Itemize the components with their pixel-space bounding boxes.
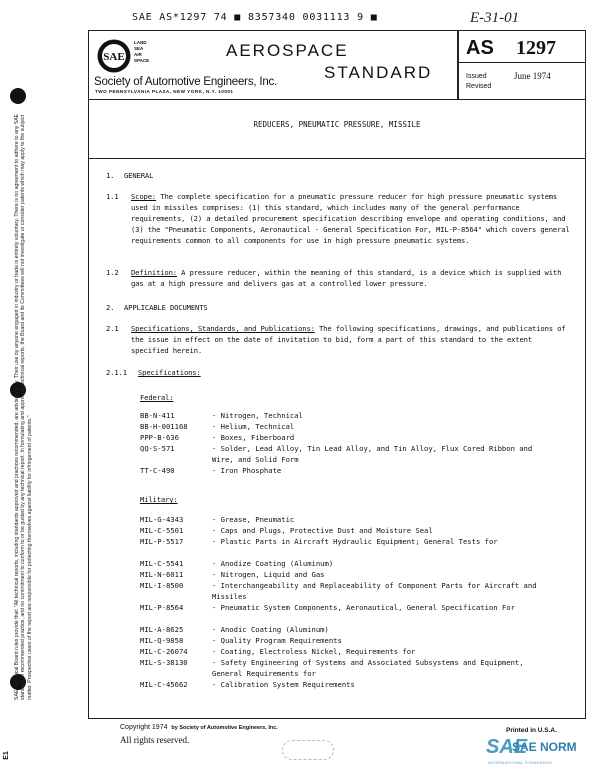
spec-description: - Solder, Lead Alloy, Tin Lead Alloy, and Tin Alloy, Flux Cored Ribbon and Wire, and Solid Form bbox=[212, 444, 533, 464]
spec-code: MIL-Q-9858 bbox=[140, 636, 184, 645]
spec-description: - Iron Phosphate bbox=[212, 466, 282, 475]
spec-code: BB-N-411 bbox=[140, 411, 175, 420]
spec-description: - Interchangeability and Replaceability of Component Parts for Aircraft and Missiles bbox=[212, 581, 537, 601]
section-1-1-text bbox=[131, 191, 571, 246]
section-1-1-body: The complete specification for a pneumatic pressure reducer for high pressure pneumatic systems used in missiles comprises: (1) this standard, which includes many of the general performance requirements, (2) a detailed procurement specification describing envelope and operating conditions, and (3) the "Pneumatic Components, Aeronautical - General Specification For, MIL-P-8564" which covers general requirements common to all components for use in high pressure pneumatic systems. bbox=[131, 192, 570, 245]
spec-code: MIL-C-26074 bbox=[140, 647, 188, 656]
doc-prefix: AS bbox=[466, 37, 494, 59]
doc-title: REDUCERS, PNEUMATIC PRESSURE, MISSILE bbox=[253, 120, 421, 129]
title-rule bbox=[88, 158, 586, 159]
section-1-title: GENERAL bbox=[124, 171, 154, 180]
spec-code: MIL-S-38130 bbox=[140, 658, 188, 667]
spec-code: MIL-C-5501 bbox=[140, 526, 184, 535]
spec-description: - Caps and Plugs, Protective Dust and Moisture Seal bbox=[212, 526, 433, 535]
issued-value: June 1974 bbox=[514, 71, 551, 81]
spec-description: - Anodic Coating (Aluminum) bbox=[212, 625, 329, 634]
spec-code: MIL-P-5517 bbox=[140, 537, 184, 546]
spec-description: - Nitrogen, Liquid and Gas bbox=[212, 570, 325, 579]
section-1-1-label: Scope: bbox=[131, 192, 157, 201]
section-1-2-number: 1.2 bbox=[106, 268, 119, 277]
doc-number: 1297 bbox=[516, 37, 556, 59]
spec-description: - Anodize Coating (Aluminum) bbox=[212, 559, 334, 568]
sae-logo bbox=[96, 38, 132, 74]
header-right-divider bbox=[458, 62, 586, 63]
spec-code: MIL-I-8500 bbox=[140, 581, 184, 590]
copyright bbox=[120, 724, 278, 731]
spec-code: QQ-S-571 bbox=[140, 444, 175, 453]
spec-description: - Helium, Technical bbox=[212, 422, 295, 431]
ring-word-space: SPACE bbox=[134, 58, 150, 63]
printed-in: Printed in U.S.A. bbox=[506, 727, 557, 734]
spec-description: - Nitrogen, Technical bbox=[212, 411, 303, 420]
section-2-1-label: Specifications, Standards, and Publications: bbox=[131, 324, 315, 333]
watermark-brand: SAE NORM bbox=[512, 740, 577, 754]
section-1-1-number: 1.1 bbox=[106, 192, 119, 201]
watermark-sub: INTERNATIONAL STANDARDS bbox=[488, 760, 552, 765]
section-1-2-text bbox=[131, 267, 571, 289]
spec-code: PPP-B-636 bbox=[140, 433, 179, 442]
section-2-number: 2. bbox=[106, 303, 115, 312]
spec-code: MIL-G-4343 bbox=[140, 515, 184, 524]
federal-label: Federal: bbox=[140, 393, 174, 402]
logo-letters: SAE bbox=[103, 51, 125, 63]
section-2-1-text bbox=[131, 323, 571, 356]
issued-label: Issued bbox=[466, 73, 487, 80]
sae-logo-emblem bbox=[96, 38, 132, 74]
spec-code: MIL-N-6011 bbox=[140, 570, 184, 579]
footer-flourish bbox=[282, 740, 334, 760]
doc-type-line1: AEROSPACE bbox=[226, 41, 349, 60]
org-address: TWO PENNSYLVANIA PLAZA, NEW YORK, N.Y. 10001 bbox=[95, 89, 234, 94]
copyright-year: Copyright 1974 bbox=[120, 724, 168, 731]
spec-description: - Pneumatic System Components, Aeronautical, General Specification For bbox=[212, 603, 515, 612]
org-name: Society of Automotive Engineers, Inc. bbox=[94, 76, 278, 88]
spec-description: - Calibration System Requirements bbox=[212, 680, 355, 689]
section-2-1-1-label: Specifications: bbox=[138, 368, 201, 377]
handwritten-date: E-31-01 bbox=[470, 10, 520, 26]
rights-text: All rights reserved. bbox=[120, 735, 190, 745]
spec-code: MIL-A-8625 bbox=[140, 625, 184, 634]
section-2-1-1-number: 2.1.1 bbox=[106, 368, 127, 377]
scan-header: SAE AS*1297 74 ■ 8357340 0031113 9 ■ bbox=[132, 12, 378, 23]
copyright-by: by Society of Automotive Engineers, Inc. bbox=[171, 725, 278, 731]
spec-description: - Coating, Electroless Nickel, Requirements for bbox=[212, 647, 416, 656]
sae-disclaimer-sidebar: SAE Technical Board rules provide that: "All technical reports, including standards approved and practices recommended, are advisory only. Their use by anyone engaged in industry or trade is entirely voluntary. There is no agreement to adhere to any SAE standard or recommended practice, and no commitment to conform to or be guided by any technical report. In formulating and approving technical reports, the Board and its Committees will not investigate or consider patents which may apply to the subject matter. Prospective users of the report are responsible for protecting themselves against liability for infringement of patents." bbox=[14, 113, 33, 700]
revised-label: Revised bbox=[466, 83, 492, 90]
spec-code: MIL-C-45662 bbox=[140, 680, 188, 689]
section-1-2-label: Definition: bbox=[131, 268, 177, 277]
spec-description: - Safety Engineering of Systems and Associated Subsystems and Equipment, General Requirements for bbox=[212, 658, 524, 678]
logo-ring-text bbox=[134, 40, 149, 64]
military-label: Military: bbox=[140, 495, 178, 504]
section-2-1-number: 2.1 bbox=[106, 324, 119, 333]
ring-word-air: AIR bbox=[134, 52, 142, 57]
spec-code: BB-H-001168 bbox=[140, 422, 188, 431]
spec-description: - Grease, Pneumatic bbox=[212, 515, 295, 524]
edge-mark: E1 bbox=[2, 751, 10, 760]
binder-hole-top bbox=[10, 88, 26, 104]
spec-code: MIL-C-5541 bbox=[140, 559, 184, 568]
spec-description: - Boxes, Fiberboard bbox=[212, 433, 295, 442]
sae-norm-watermark bbox=[486, 736, 598, 766]
section-1-2-body: A pressure reducer, within the meaning of this standard, is a device which is supplied with gas at a high pressure and delivers gas at a controlled lower pressure. bbox=[131, 268, 562, 288]
ring-word-land: LAND bbox=[134, 40, 147, 45]
section-2-title: APPLICABLE DOCUMENTS bbox=[124, 303, 208, 312]
ring-word-sea: SEA bbox=[134, 46, 144, 51]
watermark-sae-icon: SAE bbox=[486, 736, 528, 758]
section-2-1-body: The following specifications, drawings, and publications of the issue in effect on the date of invitation to bid, form a part of this standard to the extent specified herein. bbox=[131, 324, 566, 355]
section-1-number: 1. bbox=[106, 171, 115, 180]
doc-type-line2: STANDARD bbox=[324, 63, 433, 82]
spec-code: MIL-P-8564 bbox=[140, 603, 184, 612]
spec-description: - Quality Program Requirements bbox=[212, 636, 342, 645]
spec-description: - Plastic Parts in Aircraft Hydraulic Equipment; General Tests for bbox=[212, 537, 498, 546]
spec-code: TT-C-490 bbox=[140, 466, 175, 475]
